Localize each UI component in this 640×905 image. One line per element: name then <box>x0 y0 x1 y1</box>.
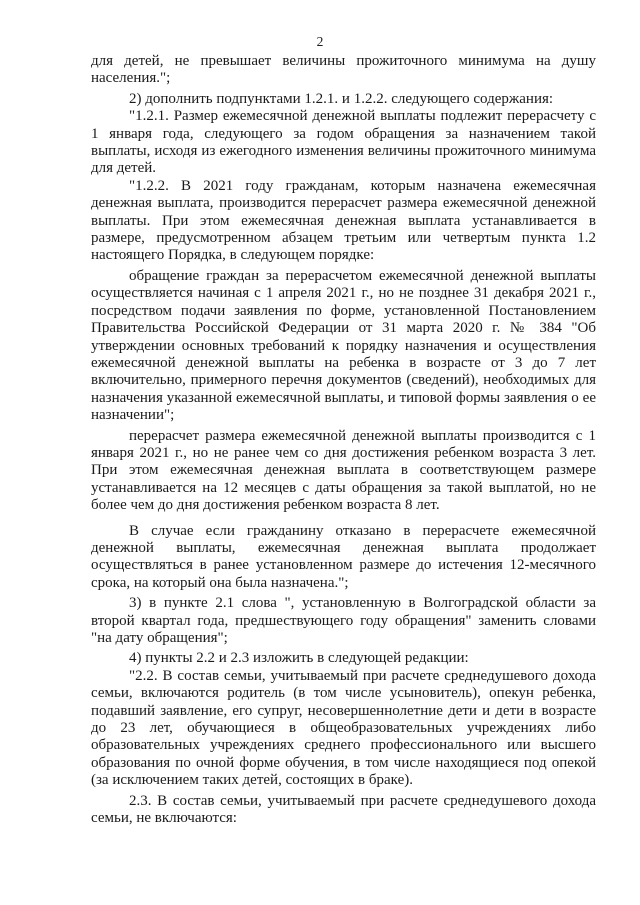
document-body <box>91 53 596 827</box>
paragraph-continuation: для детей, не превышает величины прожиточного минимума на душу населения."; <box>91 53 596 87</box>
page-number: 2 <box>316 34 324 49</box>
paragraph-refusal: В случае если гражданину отказано в перерасчете ежемесячной денежной выплаты, ежемесячная денежная выплата продолжает осуществляться в ранее установленном размере до истечения 12-месячного срока, на который она была назначена."; <box>91 522 596 591</box>
paragraph-recalculation: перерасчет размера ежемесячной денежной выплаты производится с 1 января 2021 г., но не ранее чем со дня достижения ребенком возраста 3 лет. При этом ежемесячная денежная выплата в соответствующем размере устанавливается на 12 месяцев с даты обращения за такой выплатой, но не более чем до дня достижения ребенком возраста 8 лет. <box>91 427 596 514</box>
paragraph-subclause-1-2-2: "1.2.2. В 2021 году гражданам, которым назначена ежемесячная денежная выплата, производится перерасчет размера ежемесячной денежной выплаты. При этом ежемесячная денежная выплата устанавливается в размере, предусмотренном абзацем третьим или четвертым пункта 1.2 настоящего Порядка, в следующем порядке: <box>91 177 596 264</box>
paragraph-application-procedure: обращение граждан за перерасчетом ежемесячной денежной выплаты осуществляется начиная с 1 апреля 2021 г., но не позднее 31 декабря 2021 г., посредством подачи заявления по форме, установленной Постановлением Правительства Российской Федерации от 31 марта 2020 г. № 384 "Об утверждении основных требований к порядку назначения и осуществления ежемесячной денежной выплаты на ребенка в возрасте от 3 до 7 лет включительно, примерного перечня документов (сведений), необходимых для назначения указанной ежемесячной выплаты, и типовой формы заявления о ее назначении"; <box>91 267 596 424</box>
paragraph-item-3: 3) в пункте 2.1 слова ", установленную в Волгоградской области за второй квартал года, предшествующего году обращения" заменить словами "на дату обращения"; <box>91 595 596 646</box>
paragraph-item-2: 2) дополнить подпунктами 1.2.1. и 1.2.2. следующего содержания: <box>129 90 554 107</box>
paragraph-clause-2-2: "2.2. В состав семьи, учитываемый при расчете среднедушевого дохода семьи, включаются родитель (в том числе усыновитель), опекун ребенка, подавший заявление, его супруг, несовершеннолетние дети и дети в возрасте до 23 лет, обучающиеся в общеобразовательных учреждениях либо образовательных учреждениях среднего профессионального или высшего образования по очной форме обучения, в том числе находящиеся под опекой (за исключением таких детей, состоящих в браке). <box>91 667 596 789</box>
paragraph-clause-2-3: 2.3. В состав семьи, учитываемый при расчете среднедушевого дохода семьи, не включаются: <box>91 792 596 827</box>
paragraph-subclause-1-2-1: "1.2.1. Размер ежемесячной денежной выплаты подлежит перерасчету с 1 января года, следующего за годом обращения за назначением такой выплаты, исходя из ежегодного изменения величины прожиточного минимума для детей. <box>91 108 596 177</box>
paragraph-item-4: 4) пункты 2.2 и 2.3 изложить в следующей редакции: <box>129 650 469 667</box>
